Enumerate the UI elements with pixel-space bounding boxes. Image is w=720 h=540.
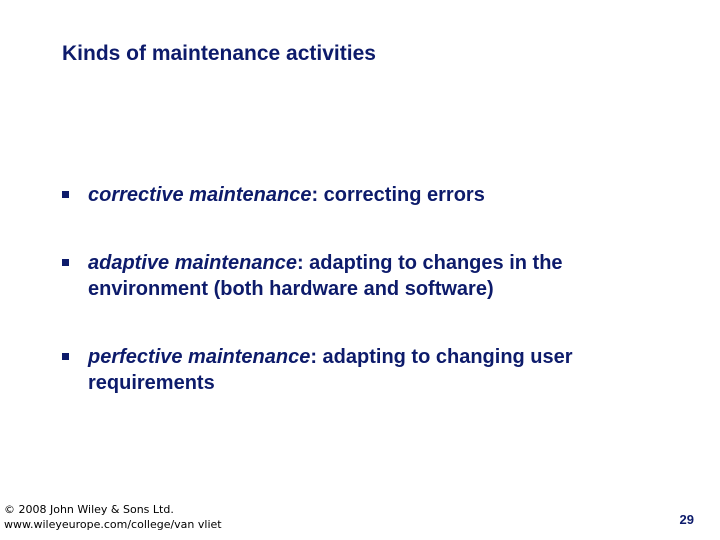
square-bullet-icon: [62, 259, 69, 266]
bullet-item-adaptive: [62, 250, 682, 302]
bullet-item-perfective: [62, 344, 682, 396]
bullet-text: : correcting errors: [311, 184, 485, 206]
bullet-list: [62, 182, 682, 438]
bullet-term: adaptive maintenance: [88, 252, 297, 274]
copyright-text: © 2008 John Wiley & Sons Ltd.: [4, 503, 174, 516]
square-bullet-icon: [62, 191, 69, 198]
footer-url: www.wileyeurope.com/college/van vliet: [4, 518, 222, 531]
footer: [4, 502, 222, 532]
bullet-term: perfective maintenance: [88, 346, 311, 368]
bullet-text: : adapting to changes in the environment (both hardware and software): [88, 252, 563, 300]
page-number: 29: [679, 512, 694, 527]
bullet-item-corrective: [62, 182, 682, 208]
bullet-text: : adapting to changing user requirements: [88, 346, 573, 394]
square-bullet-icon: [62, 353, 69, 360]
bullet-term: corrective maintenance: [88, 184, 312, 206]
slide-title: Kinds of maintenance activities: [62, 42, 376, 65]
